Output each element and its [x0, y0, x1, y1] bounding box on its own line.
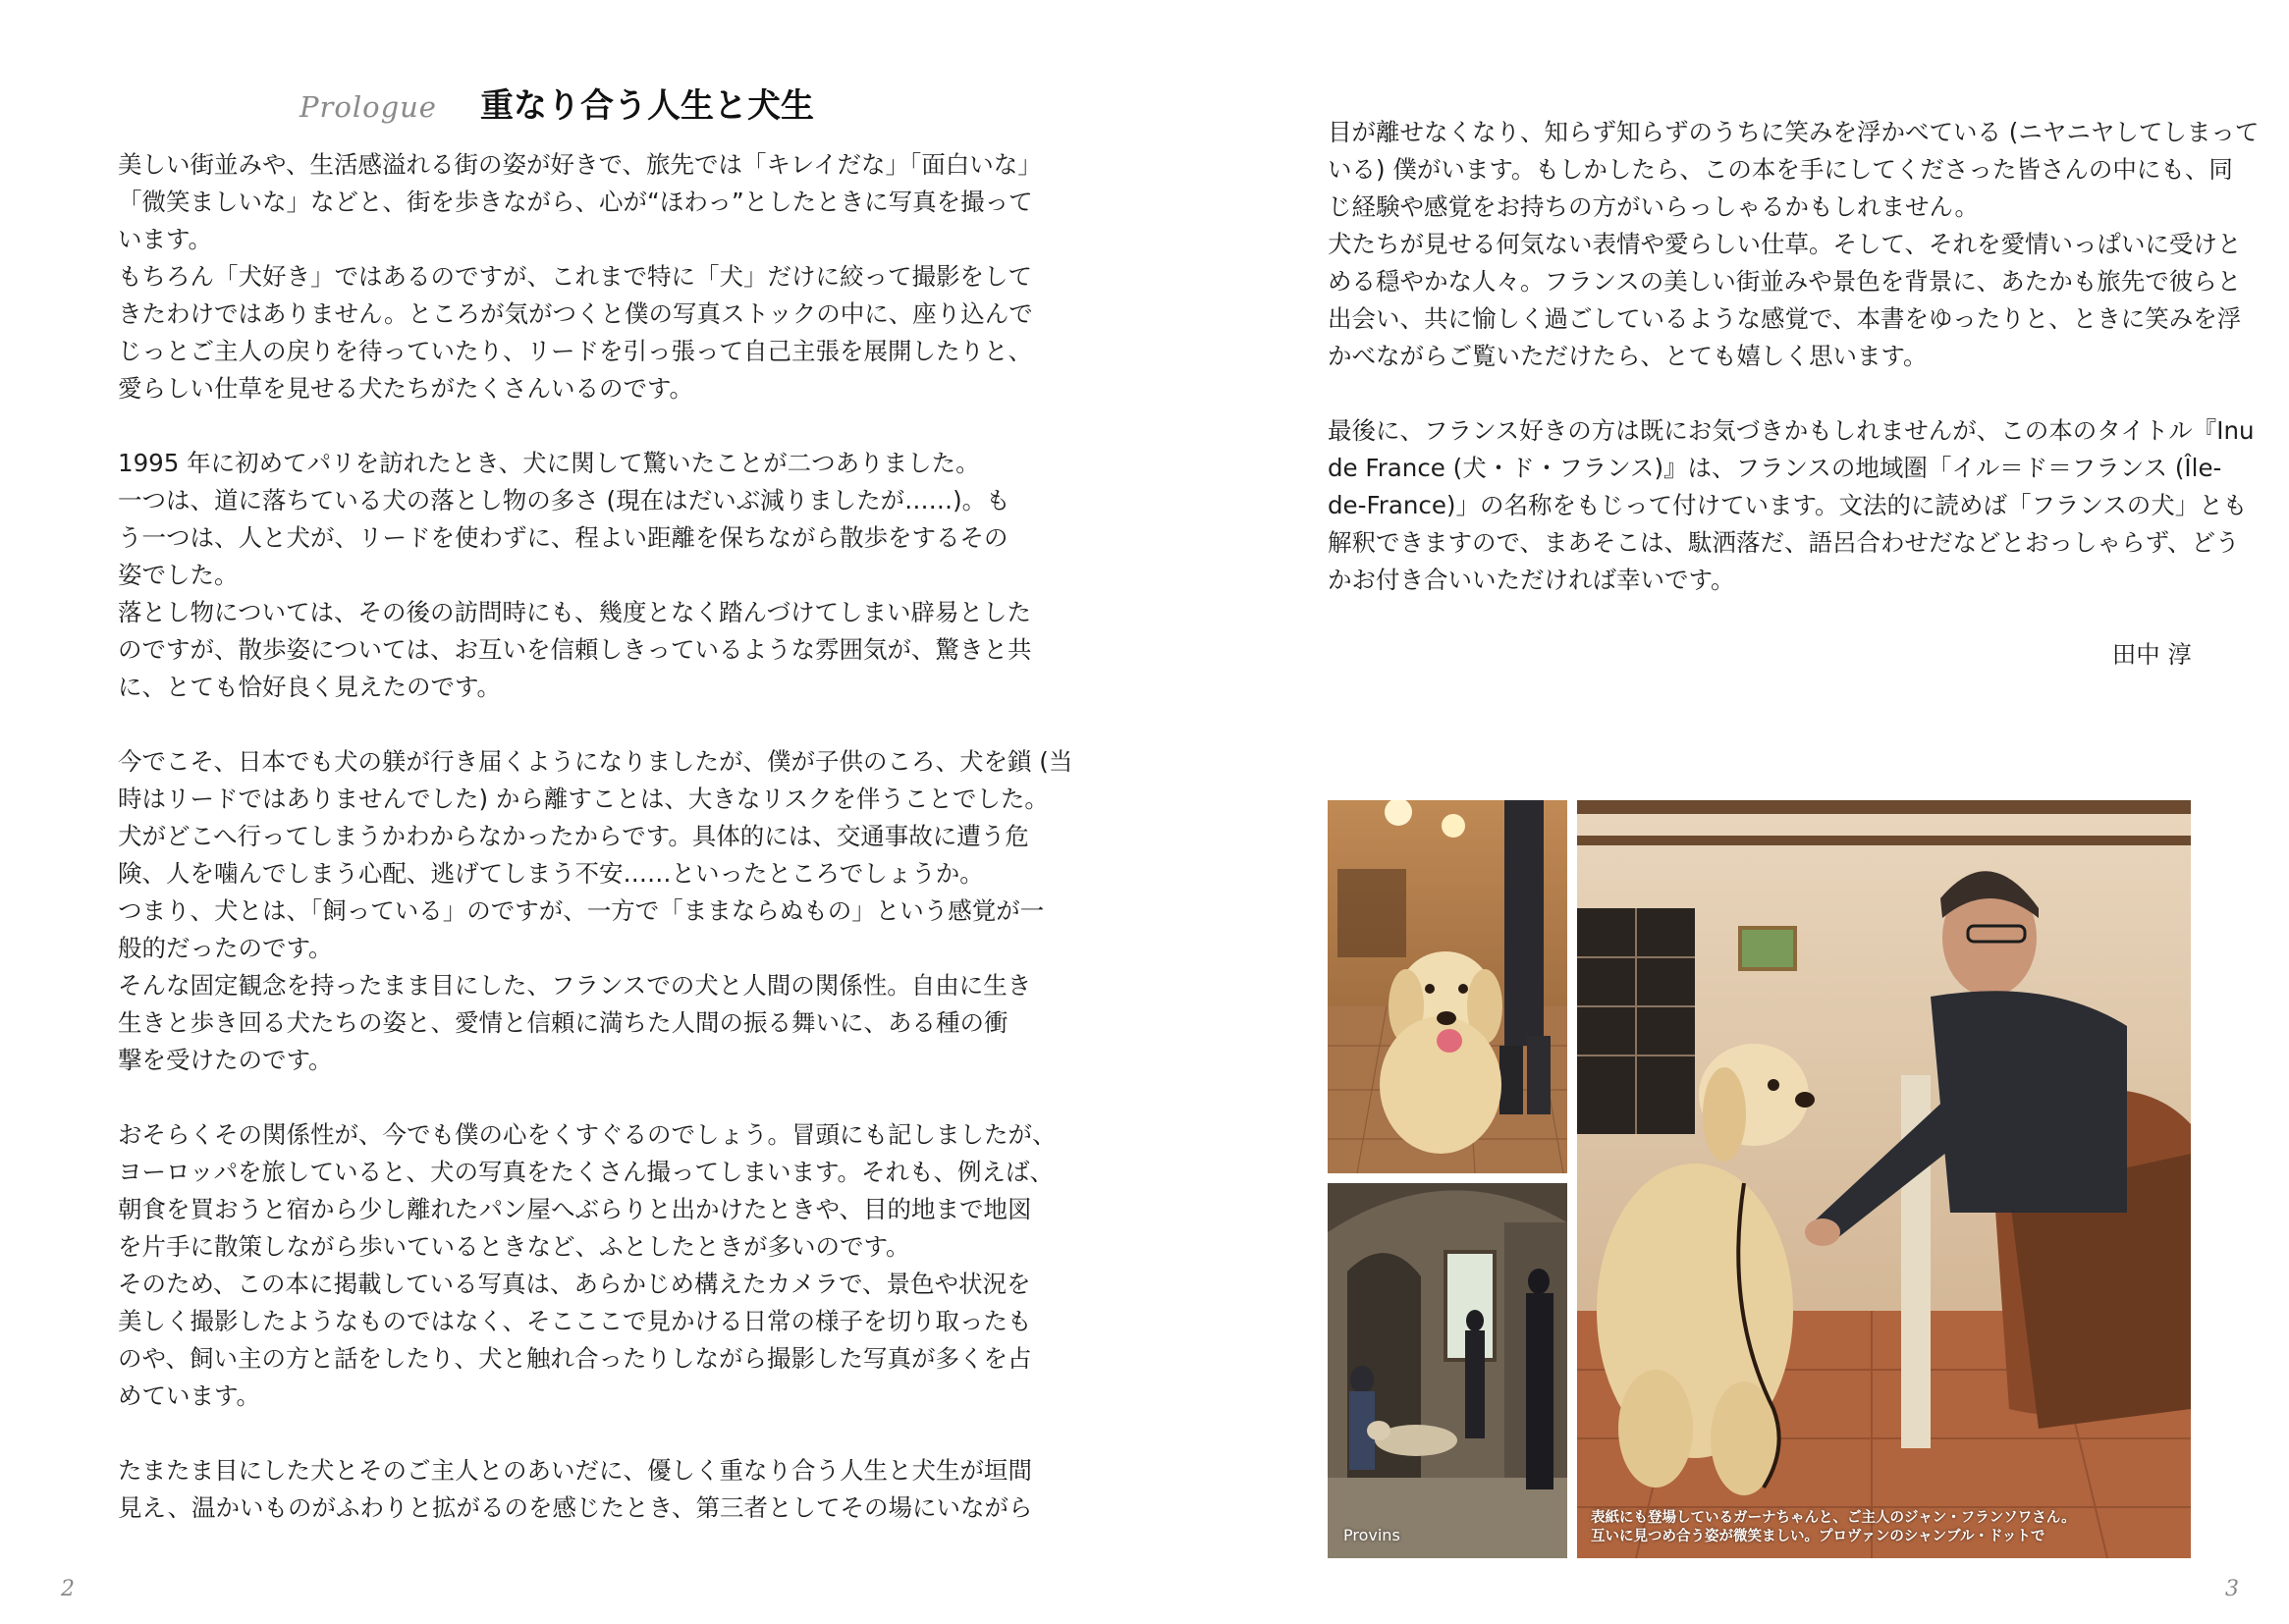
text-line: de-France)」の名称をもじって付けています。文法的に読めば「フランスの犬」とも	[1328, 491, 2248, 519]
text-line: いる) 僕がいます。もしかしたら、この本を手にしてくださった皆さんの中にも、同	[1328, 155, 2233, 184]
paragraph	[118, 1116, 1057, 1415]
dog-photo-illustration	[1328, 800, 1567, 1173]
prologue-label: Prologue	[300, 90, 437, 124]
text-line: 見え、温かいものがふわりと拡がるのを感じたとき、第三者としてその場にいながら	[118, 1493, 1033, 1522]
text-line: 時はリードではありませんでした) から離すことは、大きなリスクを伴うことでした。	[118, 785, 1049, 813]
text-line: 出会い、共に愉しく過ごしているような感覚で、本書をゆったりと、ときに笑みを浮	[1328, 304, 2242, 333]
text-line: 一つは、道に落ちている犬の落とし物の多さ (現在はだいぶ減りましたが……)。も	[118, 486, 1010, 514]
page-number: 3	[2225, 1577, 2239, 1601]
text-line: かべながらご覧いただけたら、とても嬉しく思います。	[1328, 342, 1928, 370]
text-line: のですが、散歩姿については、お互いを信頼しきっているような雰囲気が、驚きと共	[118, 635, 1032, 664]
author-signature: 田中 淳	[2111, 640, 2192, 669]
text-line: 1995 年に初めてパリを訪れたとき、犬に関して驚いたことが二つありました。	[118, 449, 980, 477]
text-line: de France (犬・ド・フランス)』は、フランスの地域圏「イル＝ド＝フランス (Île-	[1328, 454, 2222, 482]
text-line: 目が離せなくなり、知らず知らずのうちに笑みを浮かべている (ニヤニヤしてしまって	[1328, 118, 2260, 146]
right-body-text	[1328, 114, 2260, 636]
text-line: たまたま目にした犬とそのご主人とのあいだに、優しく重なり合う人生と犬生が垣間	[118, 1456, 1032, 1485]
text-line: 解釈できますので、まあそこは、駄洒落だ、語呂合わせだなどとおっしゃらず、どう	[1328, 528, 2240, 557]
text-line: かお付き合いいただければ幸いです。	[1328, 566, 1735, 594]
text-line: ヨーロッパを旅していると、犬の写真をたくさん撮ってしまいます。それも、例えば、	[118, 1158, 1055, 1186]
text-line: のや、飼い主の方と話をしたり、犬と触れ合ったりしながら撮影した写真が多くを占	[118, 1344, 1032, 1373]
caption-line: 互いに見つめ合う姿が微笑ましい。プロヴァンのシャンブル・ドットで	[1591, 1529, 2045, 1544]
text-line: 朝食を買おうと宿から少し離れたパン屋へぶらりと出かけたときや、目的地まで地図	[118, 1195, 1032, 1223]
right-page	[1145, 0, 2289, 1624]
paragraph	[118, 743, 1073, 1079]
text-line: じ経験や感覚をお持ちの方がいらっしゃるかもしれません。	[1328, 192, 1979, 221]
text-line: めています。	[118, 1381, 261, 1410]
page-number: 2	[61, 1577, 75, 1601]
text-line: 「微笑ましいな」などと、街を歩きながら、心が“ほわっ”としたときに写真を撮って	[118, 188, 1033, 216]
caption-line: 表紙にも登場しているガーナちゃんと、ご主人のジャン・フランソワさん。	[1591, 1510, 2076, 1526]
text-line: 最後に、フランス好きの方は既にお気づきかもしれませんが、この本のタイトル『Inu	[1328, 416, 2255, 445]
provins-photo-illustration	[1328, 1183, 1567, 1558]
text-line: める穏やかな人々。フランスの美しい街並みや景色を背景に、あたかも旅先で彼らと	[1328, 267, 2242, 296]
text-line: 美しく撮影したようなものではなく、そこここで見かける日常の様子を切り取ったも	[118, 1307, 1032, 1335]
text-line: きたわけではありません。ところが気がつくと僕の写真ストックの中に、座り込んで	[118, 299, 1033, 328]
paragraph	[1328, 114, 2260, 375]
text-line: もちろん「犬好き」ではあるのですが、これまで特に「犬」だけに絞って撮影をして	[118, 262, 1032, 291]
photo-location-label: Provins	[1343, 1526, 1400, 1544]
text-line: 険、人を噛んでしまう心配、逃げてしまう不安……といったところでしょうか。	[118, 859, 984, 888]
text-line: つまり、犬とは、「飼っている」のですが、一方で「ままならぬもの」という感覚が一	[118, 896, 1045, 925]
text-line: 今でこそ、日本でも犬の躾が行き届くようになりましたが、僕が子供のころ、犬を鎖 (当	[118, 747, 1073, 776]
text-line: 落とし物については、その後の訪問時にも、幾度となく踏んづけてしまい辟易とした	[118, 598, 1032, 626]
dog-owner-photo-illustration	[1577, 800, 2191, 1558]
text-line: 般的だったのです。	[118, 934, 333, 962]
left-body-text	[118, 146, 1073, 1564]
chapter-title: 重なり合う人生と犬生	[479, 86, 814, 126]
text-line: じっとご主人の戻りを待っていたり、リードを引っ張って自己主張を展開したりと、	[118, 337, 1032, 365]
text-line: います。	[118, 225, 213, 253]
paragraph	[118, 445, 1032, 706]
text-line: に、とても恰好良く見えたのです。	[118, 673, 502, 701]
chapter-heading	[300, 79, 814, 127]
text-line: 犬たちが見せる何気ない表情や愛らしい仕草。そして、それを愛情いっぱいに受けと	[1328, 230, 2242, 258]
photo-caption	[1591, 1509, 2076, 1546]
left-page	[0, 0, 1144, 1624]
text-line: 生きと歩き回る犬たちの姿と、愛情と信頼に満ちた人間の振る舞いに、ある種の衝	[118, 1008, 1008, 1037]
paragraph	[118, 146, 1042, 407]
paragraph	[118, 1452, 1033, 1527]
text-line: 愛らしい仕草を見せる犬たちがたくさんいるのです。	[118, 374, 694, 403]
text-line: そのため、この本に掲載している写真は、あらかじめ構えたカメラで、景色や状況を	[118, 1270, 1031, 1298]
text-line: そんな固定観念を持ったまま目にした、フランスでの犬と人間の関係性。自由に生き	[118, 971, 1032, 1000]
text-line: 姿でした。	[118, 561, 239, 589]
photo-dog-and-owner	[1577, 800, 2191, 1558]
photo-provins	[1328, 1183, 1567, 1558]
text-line: 犬がどこへ行ってしまうかわからなかったからです。具体的には、交通事故に遭う危	[118, 822, 1029, 850]
text-line: 美しい街並みや、生活感溢れる街の姿が好きで、旅先では「キレイだな」「面白いな」	[118, 150, 1042, 179]
text-line: を片手に散策しながら歩いているときなど、ふとしたときが多いのです。	[118, 1232, 910, 1261]
text-line: う一つは、人と犬が、リードを使わずに、程よい距離を保ちながら散歩をするその	[118, 523, 1008, 552]
text-line: 撃を受けたのです。	[118, 1046, 333, 1074]
text-line: おそらくその関係性が、今でも僕の心をくすぐるのでしょう。冒頭にも記しましたが、	[118, 1120, 1057, 1149]
paragraph	[1328, 412, 2255, 599]
photo-golden-retriever-indoor	[1328, 800, 1567, 1173]
